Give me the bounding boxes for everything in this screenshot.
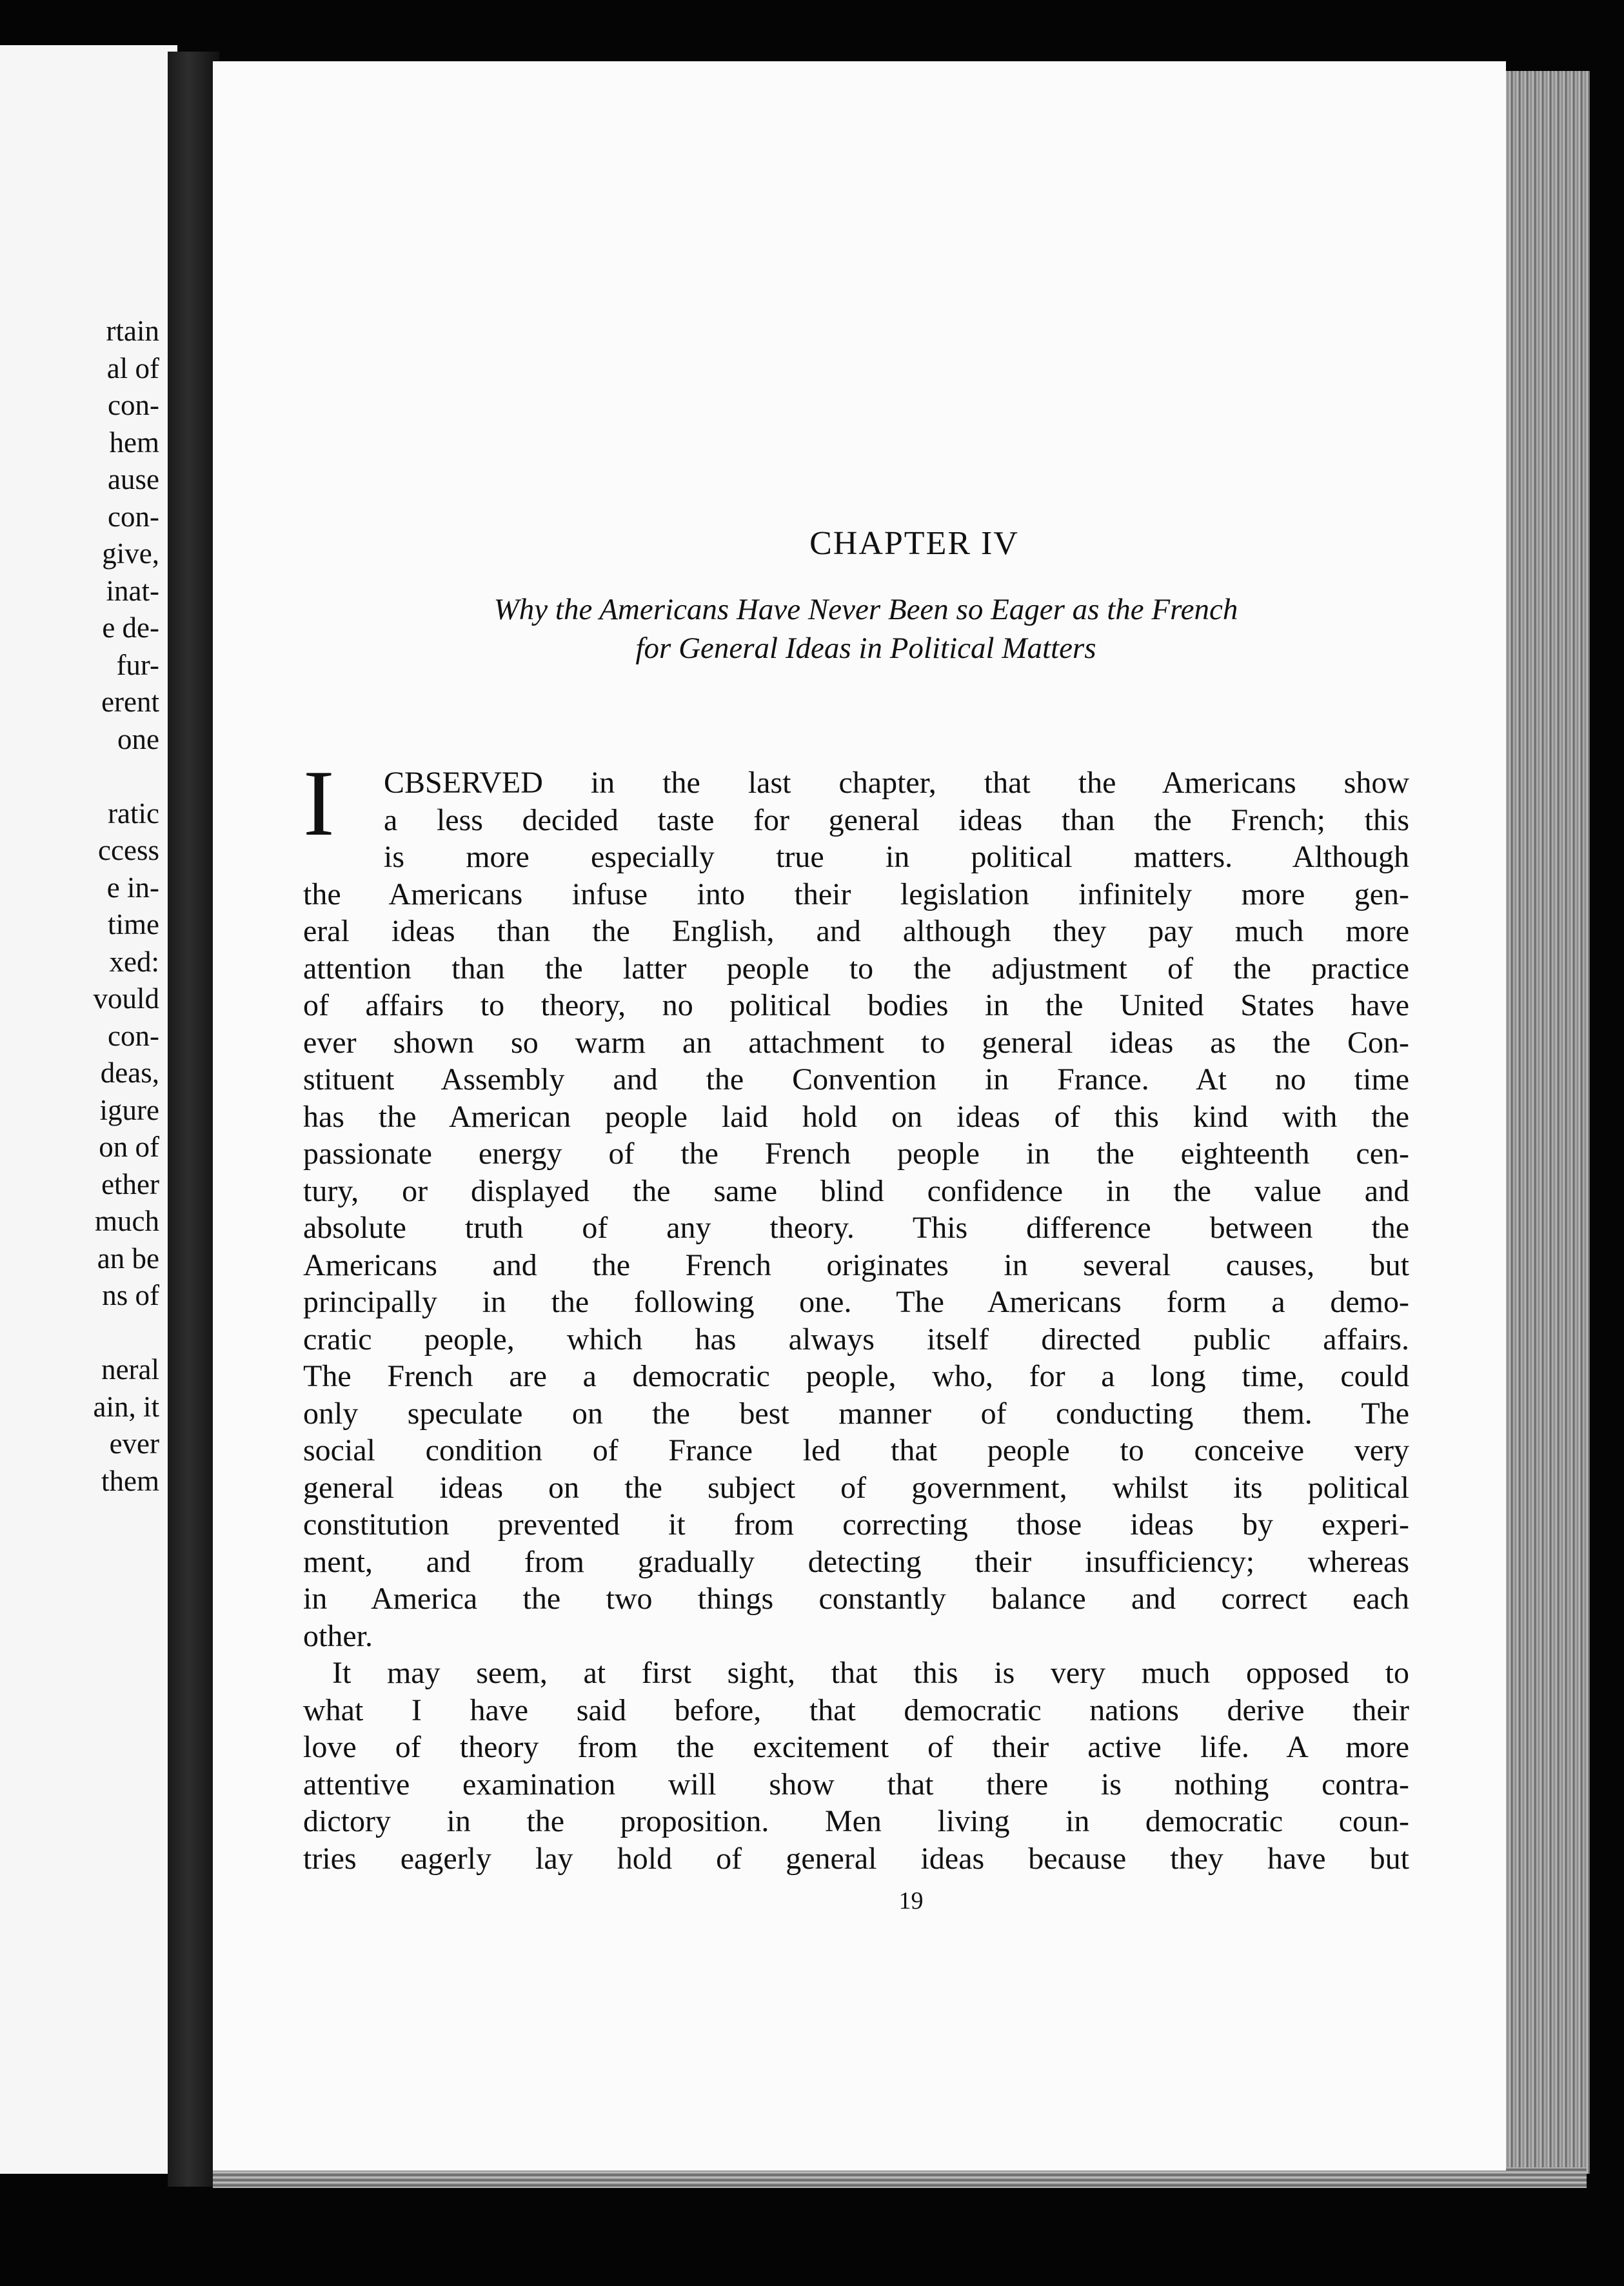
- text-line: passionate energy of the French people in the eighteenth cen-: [303, 1137, 1409, 1171]
- previous-page-line: one: [117, 722, 159, 755]
- previous-page-line: con-: [108, 389, 159, 421]
- text-line: general ideas on the subject of government, whilst its political: [303, 1470, 1409, 1505]
- text-line: dictory in the proposition. Men living in democratic coun-: [303, 1804, 1409, 1838]
- text-line: eral ideas than the English, and although they pay much more: [303, 914, 1409, 948]
- previous-page-line: ratic: [108, 797, 159, 830]
- text-line: what I have said before, that democratic nations derive their: [303, 1693, 1409, 1727]
- chapter-body: [303, 764, 1409, 1877]
- text-line: other.: [303, 1618, 373, 1653]
- previous-page-line: al of: [106, 352, 159, 384]
- previous-page-line: vould: [93, 982, 159, 1015]
- text-line: stituent Assembly and the Convention in France. At no time: [303, 1062, 1409, 1097]
- text-line: principally in the following one. The Americans form a demo-: [303, 1285, 1409, 1319]
- previous-page-text: [93, 313, 159, 1500]
- previous-page: [0, 45, 177, 2174]
- previous-page-line: give,: [102, 537, 159, 570]
- text-line: tries eagerly lay hold of general ideas because they have but: [303, 1841, 1409, 1876]
- previous-page-line: on of: [99, 1131, 159, 1163]
- text-line: the Americans infuse into their legislation infinitely more gen-: [303, 877, 1409, 911]
- text-line: ever shown so warm an attachment to general ideas as the Con-: [303, 1025, 1409, 1060]
- text-line: only speculate on the best manner of conducting them. The: [303, 1396, 1409, 1431]
- page-number: 19: [898, 1887, 924, 1914]
- previous-page-line: ever: [109, 1427, 159, 1460]
- text-line: attention than the latter people to the adjustment of the practice: [303, 951, 1409, 986]
- text-line: absolute truth of any theory. This difference between the: [303, 1211, 1409, 1245]
- previous-page-line: ain, it: [93, 1390, 159, 1423]
- previous-page-line: deas,: [100, 1057, 159, 1089]
- previous-page-line: hem: [109, 426, 159, 459]
- previous-page-line: ns of: [102, 1279, 159, 1311]
- previous-page-line: ccess: [98, 834, 159, 866]
- previous-page-line: them: [101, 1464, 159, 1497]
- text-line: in America the two things constantly balance and correct each: [303, 1582, 1409, 1616]
- text-line: Americans and the French originates in several causes, but: [303, 1247, 1409, 1282]
- text-line: attentive examination will show that there is nothing contra-: [303, 1767, 1409, 1802]
- previous-page-line: con-: [108, 500, 159, 533]
- current-page: [213, 61, 1506, 2171]
- previous-page-line: igure: [99, 1093, 159, 1126]
- text-line: of affairs to theory, no political bodies in the United States have: [303, 988, 1409, 1022]
- previous-page-line: e in-: [106, 871, 159, 904]
- previous-page-line: fur-: [116, 648, 159, 681]
- previous-page-line: time: [108, 908, 159, 940]
- text-line: ment, and from gradually detecting their insufficiency; whereas: [303, 1544, 1409, 1579]
- previous-page-line: xed:: [109, 945, 159, 978]
- book-gutter: [168, 52, 219, 2187]
- text-line: is more especially true in political matters. Although: [384, 840, 1409, 874]
- text-line: tury, or displayed the same blind confidence in the value and: [303, 1173, 1409, 1208]
- text-line: a less decided taste for general ideas than the French; this: [384, 802, 1409, 837]
- text-line: love of theory from the excitement of their active life. A more: [303, 1730, 1409, 1764]
- previous-page-line: neral: [101, 1353, 159, 1386]
- previous-page-line: e de-: [102, 611, 159, 644]
- text-line: cratic people, which has always itself directed public affairs.: [303, 1322, 1409, 1357]
- previous-page-line: rtain: [106, 315, 159, 347]
- text-line: constitution prevented it from correcting those ideas by experi-: [303, 1507, 1409, 1542]
- chapter-title: CHAPTER IV: [809, 525, 1019, 562]
- text-line: social condition of France led that people to conceive very: [303, 1433, 1409, 1467]
- previous-page-line: ause: [108, 463, 159, 495]
- previous-page-line: ether: [101, 1168, 159, 1200]
- text-line: has the American people laid hold on ideas of this kind with the: [303, 1099, 1409, 1134]
- previous-page-line: [93, 758, 159, 795]
- previous-page-line: an be: [97, 1242, 159, 1275]
- previous-page-line: con-: [108, 1019, 159, 1052]
- page-stack-edge: [1506, 71, 1590, 2174]
- text-line: The French are a democratic people, who, for a long time, could: [303, 1359, 1409, 1393]
- previous-page-line: [93, 1315, 159, 1352]
- previous-page-line: erent: [101, 686, 159, 718]
- previous-page-line: much: [95, 1205, 159, 1237]
- chapter-subtitle-line: Why the Americans Have Never Been so Eager as the French: [493, 593, 1238, 626]
- text-line: It may seem, at first sight, that this is very much opposed to: [332, 1656, 1409, 1690]
- chapter-subtitle: [310, 590, 1422, 668]
- previous-page-line: inat-: [106, 574, 159, 607]
- text-line: CBSERVED in the last chapter, that the Americans show: [384, 766, 1409, 800]
- drop-cap: I: [303, 751, 335, 855]
- chapter-subtitle-line: for General Ideas in Political Matters: [635, 631, 1096, 665]
